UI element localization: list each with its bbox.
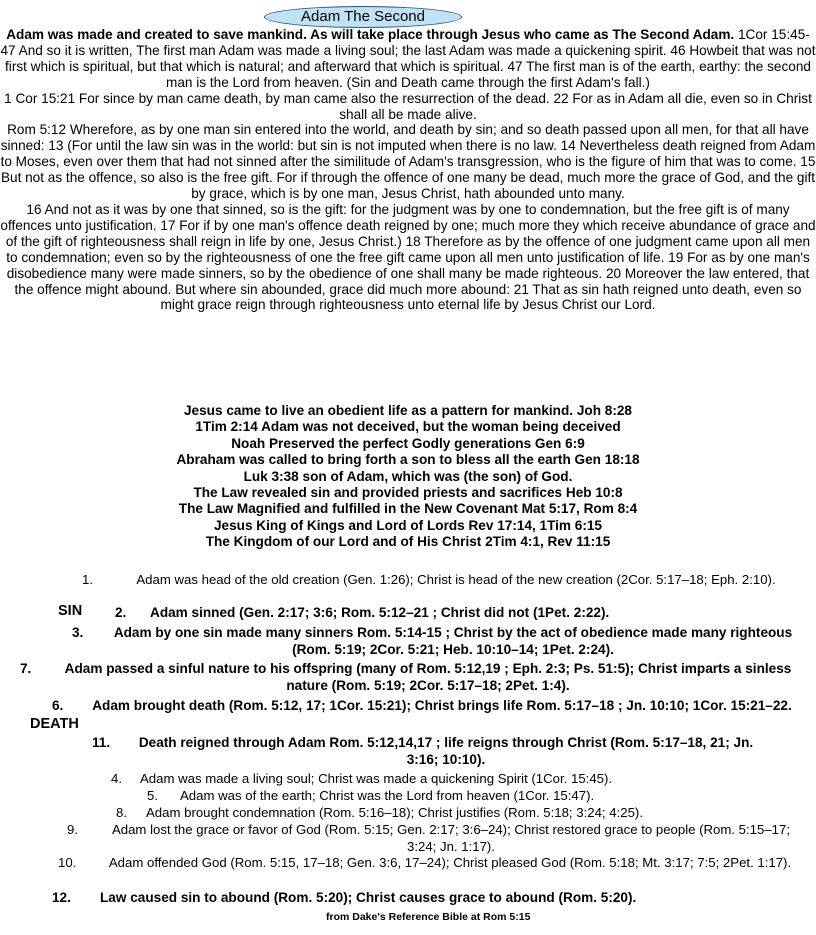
key-point: The Law revealed sin and provided priests and sacrifices Heb 10:8 [193,485,623,501]
item-text: Adam brought condemnation (Rom. 5:16–18); Christ justifies (Rom. 5:18; 3:24; 4:25). [146,805,643,820]
item-text: Adam was of the earth; Christ was the Lord from heaven (1Cor. 15:47). [180,788,595,803]
intro-text [0,27,816,313]
side-label-death: DEATH [30,716,79,732]
item-number: 6. [52,698,64,713]
item-text: Adam lost the grace or favor of God (Rom. 5:15; Gen. 2:17; 3:6–24); Christ restored grace to people (Rom. 5:15–17; 3:24; Jn. 1:17). [111,822,791,854]
item-text: Adam passed a sinful nature to his offspring (many of Rom. 5:12,19 ; Eph. 2:3; Ps. 51:5); Christ imparts a sinless nature (Rom. 5:19; 2Cor. 5:17–18; 2Pet. 1:4). [64,661,792,693]
key-point: The Kingdom of our Lord and of His Christ 2Tim 4:1, Rev 11:15 [205,534,611,550]
page-title: Adam The Second [264,6,462,28]
item-number: 4. [111,771,122,786]
item-number: 2. [115,605,127,620]
key-point: Luk 3:38 son of Adam, which was (the son) of God. [243,468,573,484]
intro-paragraph-3: Rom 5:12 Wherefore, as by one man sin entered into the world, and death by sin; and so death passed upon all men, for that all have sinned: 13 (For until the law sin was in the world: but sin is not imputed when there is no law. 14 Nevertheless death reigned from Adam to Moses, even over them that had not sinned after the similitude of Adam's transgression, who is the figure of him that was to come. 15 But not as the offence, so also is the free gift. For if through the offence of one many be dead, much more the grace of God, and the gift by grace, which is by one man, Jesus Christ, hath abounded unto many. [0,122,816,202]
side-label-sin: SIN [58,603,83,619]
item-number: 9. [67,822,78,837]
item-number: 8. [116,805,127,820]
intro-paragraph-1 [0,27,816,91]
item-text: Adam was head of the old creation (Gen. 1:26); Christ is head of the new creation (2Cor. 5:17–18; Eph. 2:10). [136,572,776,587]
intro-lead: Adam was made and created to save mankind. As will take place through Jesus who came as The Second Adam. [6,27,735,42]
item-text: Adam offended God (Rom. 5:15, 17–18; Gen. 3:6, 17–24); Christ pleased God (Rom. 5:18; Mt. 3:17; 7:5; 2Pet. 1:17). [108,855,792,870]
item-text: Death reigned through Adam Rom. 5:12,14,17 ; life reigns through Christ (Rom. 5:17–18, 21; Jn. 3:16; 10:10). [138,735,754,767]
item-text: Law caused sin to abound (Rom. 5:20); Christ causes grace to abound (Rom. 5:20). [100,890,637,905]
intro-paragraph-4: 16 And not as it was by one that sinned, so is the gift: for the judgment was by one to condemnation, but the free gift is of many offences unto justification. 17 For if by one man's offence death reigned by one; much more they which receive abundance of grace and of the gift of righteousness shall reign in life by one, Jesus Christ.) 18 Therefore as by the offence of one judgment came upon all men to condemnation; even so by the righteousness of one the free gift came upon all men unto justification of life. 19 For as by one man's disobedience many were made sinners, so by the obedience of one shall many be made righteous. 20 Moreover the law entered, that the offence might abound. But where sin abounded, grace did much more abound: 21 That as sin hath reigned unto death, even so might grace reign through righteousness unto eternal life by Jesus Christ our Lord. [0,201,816,313]
key-point: The Law Magnified and fulfilled in the New Covenant Mat 5:17, Rom 8:4 [178,501,638,517]
key-point: 1Tim 2:14 Adam was not deceived, but the woman being deceived [195,419,621,435]
item-text: Adam by one sin made many sinners Rom. 5:14-15 ; Christ by the act of obedience made many righteous (Rom. 5:19; 2Cor. 5:21; Heb. 10:10–14; 1Pet. 2:24). [113,625,793,657]
intro-p1: 1Cor 15:45-47 And so it is written, The first man Adam was made a living soul; the last Adam was made a quickening spirit. 46 Howbeit that was not first which is spiritual, but that which is natural; and afterward that which is spiritual. 47 The first man is of the earth, earthy: the second man is the Lord from heaven. (Sin and Death came through the first Adam's fall.) [0,27,816,90]
item-number: 1. [82,572,93,587]
item-text: Adam sinned (Gen. 2:17; 3:6; Rom. 5:12–21 ; Christ did not (1Pet. 2:22). [150,605,610,620]
item-number: 12. [52,890,71,905]
key-point: Jesus King of Kings and Lord of Lords Rev 17:14, 1Tim 6:15 [213,517,602,533]
item-number: 10. [58,855,77,870]
item-number: 11. [92,735,111,750]
key-point: Abraham was called to bring forth a son to bless all the earth Gen 18:18 [176,452,640,468]
item-text: Adam brought death (Rom. 5:12, 17; 1Cor. 15:21); Christ brings life Rom. 5:17–18 ; Jn. 10:10; 1Cor. 15:21–22. [92,698,792,713]
item-text: Adam was made a living soul; Christ was made a quickening Spirit (1Cor. 15:45). [140,771,613,786]
item-number: 3. [72,625,84,640]
intro-paragraph-2: 1 Cor 15:21 For since by man came death, by man came also the resurrection of the dead. 22 For as in Adam all die, even so in Christ shall all be made alive. [4,90,812,122]
source-credit: from Dake's Reference Bible at Rom 5:15 [326,911,531,923]
item-number: 5. [147,788,158,803]
key-point: Jesus came to live an obedient life as a pattern for mankind. Joh 8:28 [184,403,632,418]
item-number: 7. [20,661,32,676]
key-point: Noah Preserved the perfect Godly generations Gen 6:9 [231,435,585,451]
key-points-list [0,403,816,551]
